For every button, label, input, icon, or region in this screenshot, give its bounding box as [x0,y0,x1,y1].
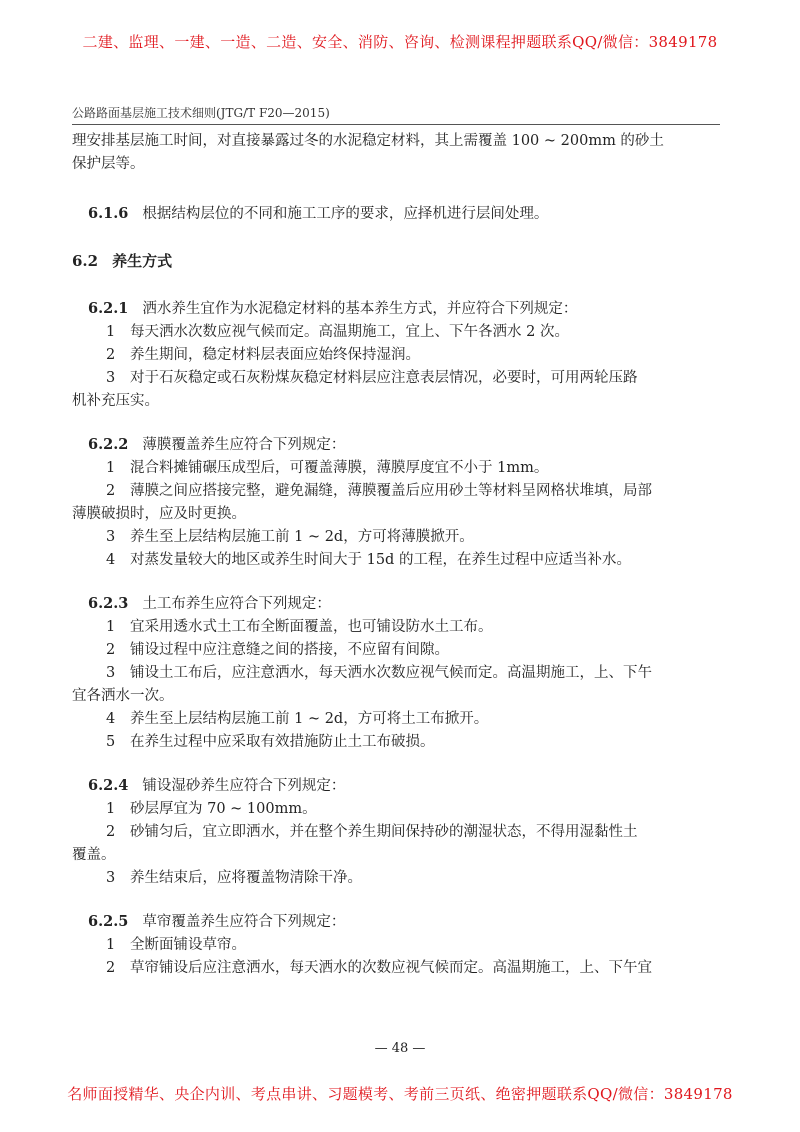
clause-text: 薄膜覆盖养生应符合下列规定： [142,437,346,453]
section-title: 养生方式 [112,252,173,270]
item-number: 2 [106,483,116,499]
item-number: 3 [106,529,116,545]
page-number: — 48 — [374,1041,426,1056]
item-text: 铺设土工布后，应注意洒水，每天洒水次数应视气候而定。高温期施工，上、下午 [130,665,652,681]
item-text: 混合料摊铺碾压成型后，可覆盖薄膜，薄膜厚度宜不小于 1mm。 [130,460,549,476]
clause-number: 6.2.4 [88,777,129,794]
clause-number: 6.2.3 [88,595,129,612]
clause-6-1-6 [72,202,722,226]
item-number: 1 [106,460,116,476]
item-number: 4 [106,711,116,727]
list-item [72,321,722,344]
clause-text: 铺设湿砂养生应符合下列规定： [142,778,346,794]
intro-line-2: 保护层等。 [72,156,145,172]
list-item [72,821,722,844]
item-number: 5 [106,734,116,750]
item-text: 砂层厚宜为 70 ~ 100mm。 [130,801,317,817]
clause-6-2-5 [72,910,722,934]
list-item [72,457,722,480]
clause-6-2-3 [72,592,722,616]
list-item [72,526,722,549]
item-text: 铺设过程中应注意缝之间的搭接，不应留有间隙。 [130,642,449,658]
list-item [72,798,722,821]
list-item [72,708,722,731]
item-text: 宜采用透水式土工布全断面覆盖，也可铺设防水土工布。 [130,619,493,635]
list-item [72,867,722,890]
item-number: 1 [106,619,116,635]
clause-6-2-4 [72,774,722,798]
list-item-continuation: 覆盖。 [72,847,116,863]
list-item-continuation: 宜各洒水一次。 [72,688,174,704]
item-number: 3 [106,870,116,886]
bottom-promo-banner: 名师面授精华、央企内训、考点串讲、习题模考、考前三页纸、绝密押题联系QQ/微信：3849178 [67,1085,733,1103]
item-text: 薄膜之间应搭接完整，避免漏缝，薄膜覆盖后应用砂土等材料呈网格状堆填，局部 [130,483,652,499]
clause-text: 根据结构层位的不同和施工工序的要求，应择机进行层间处理。 [142,206,549,222]
item-number: 4 [106,552,116,568]
clause-number: 6.2.2 [88,436,129,453]
list-item-continuation: 机补充压实。 [72,393,159,409]
clause-6-2-1 [72,297,722,321]
item-number: 2 [106,347,116,363]
header-rule [72,124,720,125]
top-promo-banner: 二建、监理、一建、一造、二造、安全、消防、咨询、检测课程押题联系QQ/微信：3849178 [82,33,718,51]
item-number: 2 [106,824,116,840]
item-text: 养生结束后，应将覆盖物清除干净。 [130,870,362,886]
item-number: 3 [106,665,116,681]
list-item [72,934,722,957]
list-item [72,480,722,503]
item-text: 养生期间，稳定材料层表面应始终保持湿润。 [130,347,420,363]
item-number: 2 [106,642,116,658]
list-item [72,616,722,639]
item-text: 对于石灰稳定或石灰粉煤灰稳定材料层应注意表层情况，必要时，可用两轮压路 [130,370,638,386]
item-number: 1 [106,324,116,340]
item-text: 砂铺匀后，宜立即洒水，并在整个养生期间保持砂的潮湿状态，不得用湿黏性土 [130,824,638,840]
item-number: 2 [106,960,116,976]
item-number: 1 [106,801,116,817]
section-heading-6-2 [72,250,722,273]
item-text: 在养生过程中应采取有效措施防止土工布破损。 [130,734,435,750]
section-number: 6.2 [72,252,99,270]
item-text: 全断面铺设草帘。 [130,937,246,953]
page-body [72,130,722,980]
item-number: 3 [106,370,116,386]
list-item [72,731,722,754]
list-item [72,957,722,980]
clause-6-2-2 [72,433,722,457]
item-text: 每天洒水次数应视气候而定。高温期施工，宜上、下午各洒水 2 次。 [130,324,569,340]
list-item-continuation: 薄膜破损时，应及时更换。 [72,506,246,522]
item-number: 1 [106,937,116,953]
list-item [72,662,722,685]
intro-line-1: 理安排基层施工时间，对直接暴露过冬的水泥稳定材料，其上需覆盖 100 ~ 200mm 的砂土 [72,133,664,149]
list-item [72,344,722,367]
item-text: 草帘铺设后应注意洒水，每天洒水的次数应视气候而定。高温期施工，上、下午宜 [130,960,652,976]
running-header: 公路路面基层施工技术细则(JTG/T F20—2015) [72,106,330,120]
list-item [72,367,722,390]
item-text: 养生至上层结构层施工前 1 ~ 2d，方可将薄膜掀开。 [130,529,474,545]
list-item [72,549,722,572]
clause-number: 6.2.1 [88,300,129,317]
clause-number: 6.1.6 [88,205,129,222]
item-text: 对蒸发量较大的地区或养生时间大于 15d 的工程，在养生过程中应适当补水。 [130,552,631,568]
clause-text: 洒水养生宜作为水泥稳定材料的基本养生方式，并应符合下列规定： [142,301,578,317]
clause-number: 6.2.5 [88,913,129,930]
clause-text: 草帘覆盖养生应符合下列规定： [142,914,346,930]
item-text: 养生至上层结构层施工前 1 ~ 2d，方可将土工布掀开。 [130,711,489,727]
list-item [72,639,722,662]
clause-text: 土工布养生应符合下列规定： [142,596,331,612]
